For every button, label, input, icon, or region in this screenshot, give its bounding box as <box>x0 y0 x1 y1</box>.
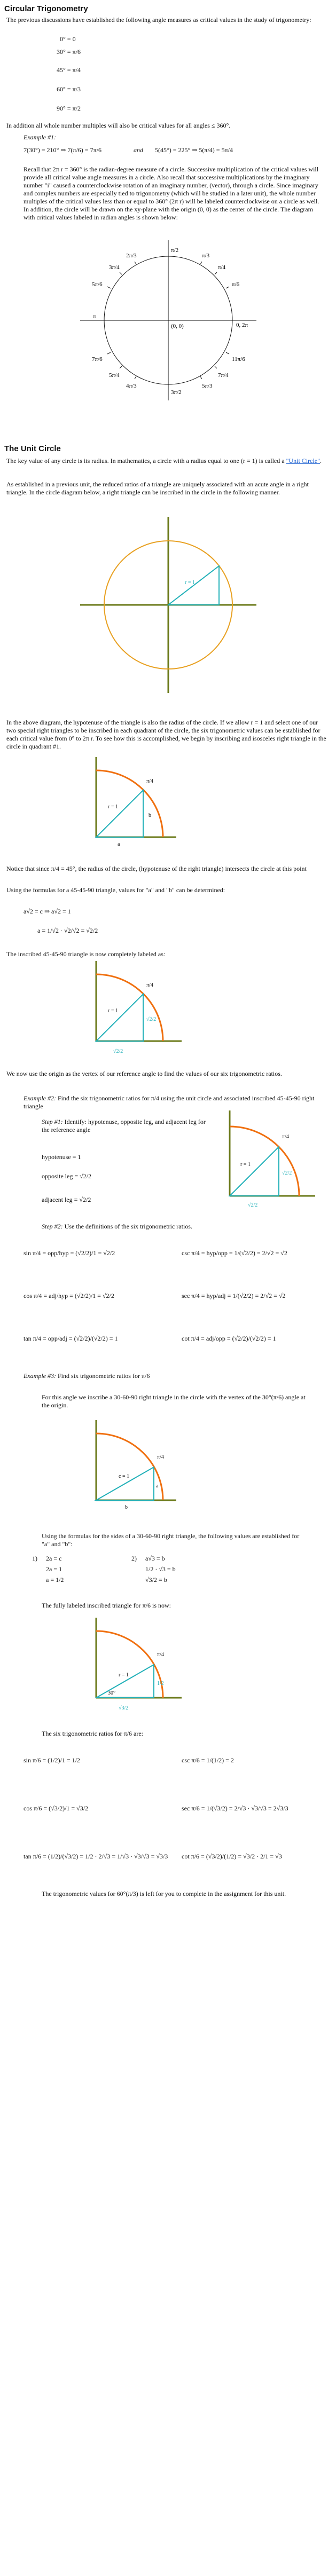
r1-label: r = 1 <box>119 1672 129 1678</box>
label-4pi3: 4π/3 <box>126 383 137 389</box>
pi6-label: π/4 <box>157 1652 164 1658</box>
b-label: b <box>125 1504 128 1510</box>
tan-pi6: tan π/6 = (1/2)/(√3/2) = 1/2 · 2/√3 = 1/√3 · √3/√3 = √3/3 <box>24 1853 168 1860</box>
label-bottom: 3π/2 <box>171 389 182 396</box>
final-paragraph: The trigonometric values for 60°(π/3) is left for you to complete in the assignment for this unit. <box>42 1890 286 1897</box>
cos-pi6: cos π/6 = (√3/2)/1 = √3/2 <box>24 1805 89 1812</box>
six-ratios-text: The six trigonometric ratios for π/6 are: <box>42 1730 144 1737</box>
b-label: b <box>149 813 151 818</box>
pi4-label: π/4 <box>146 778 153 784</box>
root2-over-2-label: √2/2 <box>113 1049 123 1054</box>
tan-pi4: tan π/4 = opp/adj = (√2/2)/(√2/2) = 1 <box>24 1335 118 1342</box>
root2-over-2-label: √2/2 <box>248 1202 258 1208</box>
eq2b: 1/2 · √3 = b <box>145 1565 176 1573</box>
eq1a: 2a = c <box>46 1555 62 1562</box>
a-label: a <box>156 1483 159 1489</box>
eq1c: a = 1/2 <box>46 1576 64 1584</box>
deg30-label: 30° <box>108 1690 115 1696</box>
label-pi3: π/3 <box>202 253 210 259</box>
label-5pi4: 5π/4 <box>109 372 120 379</box>
labeled-text: The fully labeled inscribed triangle for π/6 is now: <box>42 1602 171 1609</box>
label-11pi6: 11π/6 <box>232 356 245 363</box>
radius-label: r = 1 <box>185 580 195 586</box>
equation-1: a√2 = c ⇒ a√2 = 1 <box>24 908 71 915</box>
example1-equation-b: 5(45°) = 225° ⇒ 5(π/4) = 5π/4 <box>155 146 233 154</box>
radian-circle-diagram <box>80 240 256 400</box>
inscribed-paragraph: As established in a previous unit, the reduced ratios of a triangle are uniquely associated with an acute angle in a right triangle. In the circle diagram below, a right triangle can be inscribed in the circle in the following manner. <box>6 480 309 496</box>
example3-intro: Example #3: Find six trigonometric ratios for π/6 <box>24 1372 150 1380</box>
equation-2: a = 1/√2 · √2/√2 = √2/2 <box>37 927 98 934</box>
step1: Step #1: Identify: hypotenuse, opposite leg, and adjacent leg for the reference angle <box>42 1118 206 1133</box>
origin-label: (0, 0) <box>171 323 184 329</box>
hypotenuse-value: hypotenuse = 1 <box>42 1153 81 1161</box>
a-label: a <box>118 841 120 847</box>
cos-pi4: cos π/4 = adj/hyp = (√2/2)/1 = √2/2 <box>24 1292 114 1299</box>
origin-paragraph: We now use the origin as the vertex of our reference angle to find the values of our six trigonometric ratios. <box>6 1070 282 1077</box>
label-top: π/2 <box>171 247 179 254</box>
csc-pi4: csc π/4 = hyp/opp = 1/(√2/2) = 2/√2 = √2 <box>182 1249 287 1257</box>
label-5pi6: 5π/6 <box>92 281 103 288</box>
example3-triangle-diagram-b <box>80 1618 182 1719</box>
c1-label: c = 1 <box>119 1474 130 1479</box>
example2-triangle-diagram <box>219 1110 315 1212</box>
example3-triangle-diagram-a <box>80 1420 176 1516</box>
quadrant1-45-diagram-a <box>80 757 176 853</box>
root2-over-2-label: √2/2 <box>146 1017 157 1022</box>
label-pi6: π/6 <box>232 281 240 288</box>
half-label: 1/2 <box>157 1681 164 1687</box>
sin-pi6: sin π/6 = (1/2)/1 = 1/2 <box>24 1756 80 1764</box>
inscribed-triangle-circle <box>80 517 256 693</box>
cot-pi4: cot π/4 = adj/opp = (√2/2)/(√2/2) = 1 <box>182 1335 276 1342</box>
formulas-intro: Using the formulas for a 45-45-90 triangle, values for "a" and "b" can be determined: <box>6 886 225 894</box>
eq2a: a√3 = b <box>145 1555 165 1562</box>
root3-over-2-label: √3/2 <box>119 1705 129 1711</box>
inscribed-text: The inscribed 45-45-90 triangle is now completely labeled as: <box>6 950 166 958</box>
label-right: 0, 2π <box>236 322 248 328</box>
quadrant1-45-diagram-b <box>80 961 182 1062</box>
section-title-unit-circle: The Unit Circle <box>4 444 61 453</box>
root2-over-2-label: √2/2 <box>282 1170 292 1176</box>
cot-pi6: cot π/6 = (√3/2)/(1/2) = √3/2 · 2/1 = √3 <box>182 1853 282 1860</box>
recall-paragraph: Recall that 2π r = 360° is the radian-degree measure of a circle. Successive multiplication of the critical values will provide all critical value angle measures in a circle. Also recall that successive multiplications by the imaginary number "i" caused a counterclockwise rotation of an imaginary number, (vector), through a circle. Since imaginary and complex numbers are especially tied to trigonometry (which will be studied in a later unit), the whole number multiples of the critical values less than or equal to 360° (2π r) will be labeled counterclockwise on a circle as well. In addition, the circle will be drawn on the xy-plane with the origin (0, 0) as the center of the circle. The diagram with critical values labeled in radian angles is shown below: <box>24 166 319 221</box>
label-5pi3: 5π/3 <box>202 383 213 389</box>
pi4-label: π/4 <box>282 1134 289 1140</box>
example2-intro: Example #2: Find the six trigonometric ratios for π/4 using the unit circle and associated inscribed 45-45-90 right triangle <box>24 1094 315 1110</box>
eq1b: 2a = 1 <box>46 1565 62 1573</box>
adjacent-value: adjacent leg = √2/2 <box>42 1196 91 1203</box>
example1-equation-a: 7(30°) = 210° ⇒ 7(π/6) = 7π/6 <box>24 146 101 154</box>
label-pi4: π/4 <box>218 264 226 271</box>
csc-pi6: csc π/6 = 1/(1/2) = 2 <box>182 1756 234 1764</box>
notice-paragraph: Notice that since π/4 = 45°, the radius of the circle, (hypotenuse of the right triangle) intersects the circle at this point <box>6 865 307 872</box>
label-7pi6: 7π/6 <box>92 356 103 363</box>
multiples-paragraph: In addition all whole number multiples will also be critical values for all angles ≤ 360°. <box>6 122 231 129</box>
example1-and: and <box>134 146 143 154</box>
sec-pi4: sec π/4 = hyp/adj = 1/(√2/2) = 2/√2 = √2 <box>182 1292 286 1299</box>
unit-circle-link[interactable]: "Unit Circle" <box>286 457 321 464</box>
label-7pi4: 7π/4 <box>218 372 229 379</box>
critical-value: 30° = π/6 <box>57 48 81 56</box>
sin-pi4: sin π/4 = opp/hyp = (√2/2)/1 = √2/2 <box>24 1249 115 1257</box>
label-left: π <box>93 313 96 320</box>
step2: Step #2: Use the definitions of the six trigonometric ratios. <box>42 1223 192 1230</box>
pi4-label: π/4 <box>146 982 153 988</box>
section-title-circular-trig: Circular Trigonometry <box>4 4 88 13</box>
critical-value: 45° = π/4 <box>57 66 81 74</box>
example-label: Example #1: <box>24 133 56 141</box>
opposite-value: opposite leg = √2/2 <box>42 1172 92 1180</box>
eq2c: √3/2 = b <box>145 1576 167 1584</box>
sec-pi6: sec π/6 = 1/(√3/2) = 2/√3 · √3/√3 = 2√3/3 <box>182 1805 288 1812</box>
pi6-label: π/4 <box>157 1454 164 1460</box>
hypotenuse-paragraph: In the above diagram, the hypotenuse of the triangle is also the radius of the circle. If we allow r = 1 and select one of our two special right triangles to be inscribed in each quadrant of the circle, the six trigonometric values can be established for each critical value from 0° to 2π r. To see how this is accomplished, we begin by inscribing and isosceles right triangle in the circle in quadrant #1. <box>6 719 326 750</box>
critical-value: 90° = π/2 <box>57 105 81 112</box>
example3-formulas: Using the formulas for the sides of a 30-60-90 right triangle, the following values are established for "a" and "b": <box>42 1532 300 1548</box>
unit-circle-paragraph: The key value of any circle is its radius. In mathematics, a circle with a radius equal to one (r = 1) is called a "Unit Circle". <box>6 457 322 464</box>
label-2pi3: 2π/3 <box>126 253 137 259</box>
r1-label: r = 1 <box>108 1008 118 1014</box>
eq1-label: 1) <box>32 1555 37 1562</box>
r1-label: r = 1 <box>240 1162 251 1168</box>
critical-value: 0° = 0 <box>60 35 76 43</box>
eq2-label: 2) <box>131 1555 137 1562</box>
label-3pi4: 3π/4 <box>109 264 120 271</box>
example3-paragraph: For this angle we inscribe a 30-60-90 right triangle in the circle with the vertex of the 30°(π/6) angle at the origin. <box>42 1393 306 1409</box>
r1-label: r = 1 <box>108 804 118 810</box>
intro-paragraph: The previous discussions have established the following angle measures as critical values in the study of trigonometry: <box>6 16 311 23</box>
critical-value: 60° = π/3 <box>57 85 81 93</box>
